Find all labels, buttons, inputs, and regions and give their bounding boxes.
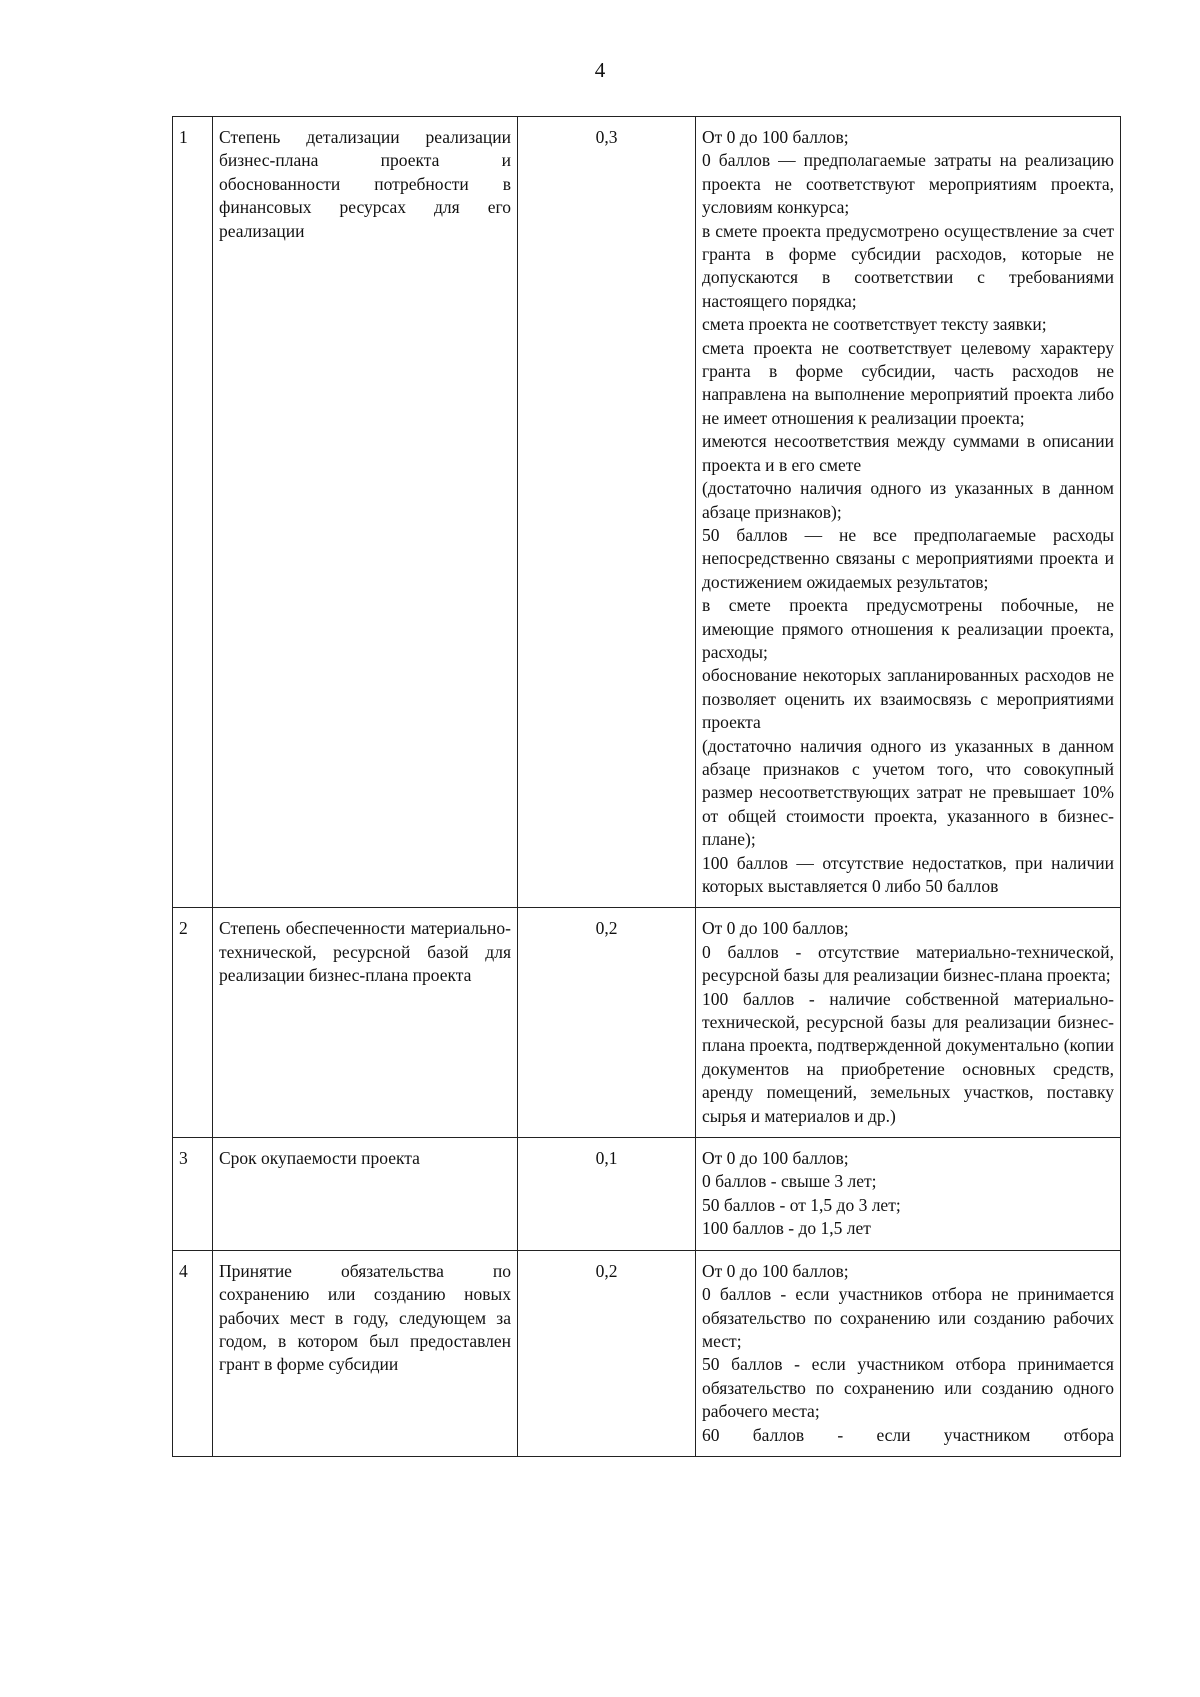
page-number: 4 [594, 58, 606, 82]
scoring-paragraph: 50 баллов - от 1,5 до 3 лет; [702, 1194, 901, 1215]
row-number: 1 [173, 117, 213, 908]
table-row [173, 908, 1121, 1138]
scoring-paragraph: 60 баллов - если участником отбора [702, 1424, 1114, 1445]
table-row [173, 1250, 1121, 1456]
criterion-weight: 0,3 [518, 117, 696, 908]
criterion-weight: 0,2 [518, 1250, 696, 1456]
scoring-paragraph: 0 баллов - если участников отбора не принимается обязательство по сохранению или созданию рабочих мест; [702, 1284, 1114, 1351]
scoring-paragraph: 50 баллов — не все предполагаемые расходы непосредственно связаны с мероприятиями проекта и достижением ожидаемых результатов; [702, 524, 1114, 592]
scoring-paragraph: имеются несоответствия между суммами в описании проекта и в его смете [702, 431, 1114, 475]
scoring-paragraph: 0 баллов - отсутствие материально-технической, ресурсной базы для реализации бизнес-плана проекта; [702, 941, 1114, 986]
criterion-weight: 0,2 [518, 908, 696, 1138]
criterion-name: Степень детализации реализации бизнес-плана проекта и обоснованности потребности в финансовых ресурсах для его реализации [213, 117, 518, 908]
scoring-paragraph: От 0 до 100 баллов; [702, 127, 849, 147]
criterion-name: Степень обеспеченности материально-технической, ресурсной базой для реализации бизнес-плана проекта [213, 908, 518, 1138]
criterion-scoring [696, 117, 1121, 908]
scoring-paragraph: (достаточно наличия одного из указанных в данном абзаце признаков с учетом того, что совокупный размер несоответствующих затрат не превышает 10% от общей стоимости проекта, указанного в бизнес-плане); [702, 735, 1114, 850]
scoring-paragraph: 0 баллов - свыше 3 лет; [702, 1171, 877, 1192]
scoring-paragraph: в смете проекта предусмотрены побочные, не имеющие прямого отношения к реализации проекта, расходы; [702, 595, 1114, 662]
table-row [173, 117, 1121, 908]
criterion-name: Принятие обязательства по сохранению или созданию новых рабочих мест в году, следующем за годом, в котором был предоставлен грант в форме субсидии [213, 1250, 518, 1456]
scoring-paragraph: смета проекта не соответствует целевому характеру гранта в форме субсидии, часть расходов не направлена на выполнение мероприятий проекта либо не имеет отношения к реализации проекта; [702, 337, 1114, 428]
scoring-paragraph: От 0 до 100 баллов; [702, 918, 849, 939]
scoring-paragraph: 50 баллов - если участником отбора принимается обязательство по сохранению или созданию одного рабочего места; [702, 1354, 1114, 1422]
scoring-paragraph: 100 баллов - до 1,5 лет [702, 1218, 871, 1239]
scoring-paragraph: От 0 до 100 баллов; [702, 1148, 849, 1169]
scoring-paragraph: 0 баллов — предполагаемые затраты на реализацию проекта не соответствуют мероприятиям проекта, условиям конкурса; [702, 150, 1114, 218]
scoring-paragraph: в смете проекта предусмотрено осуществление за счет гранта в форме субсидии расходов, которые не допускаются в соответствии с требованиями настоящего порядка; [702, 220, 1114, 311]
table-row [173, 1138, 1121, 1251]
criterion-scoring [696, 1250, 1121, 1456]
scoring-paragraph: От 0 до 100 баллов; [702, 1260, 849, 1281]
row-number: 4 [173, 1250, 213, 1456]
row-number: 3 [173, 1138, 213, 1251]
criterion-scoring [696, 1138, 1121, 1251]
row-number: 2 [173, 908, 213, 1138]
scoring-paragraph: смета проекта не соответствует тексту заявки; [702, 314, 1047, 335]
scoring-paragraph: 100 баллов — отсутствие недостатков, при наличии которых выставляется 0 либо 50 баллов [702, 852, 1114, 896]
criteria-table [172, 116, 1121, 1457]
scoring-paragraph: обоснование некоторых запланированных расходов не позволяет оценить их взаимосвязь с мероприятиями проекта [702, 665, 1114, 733]
scoring-paragraph: 100 баллов - наличие собственной материально-технической, ресурсной базы для реализации бизнес-плана проекта, подтвержденной документально (копии документов на приобретение основных средств, аренду помещений, земельных участков, поставку сырья и материалов и др.) [702, 988, 1114, 1126]
criterion-name: Срок окупаемости проекта [213, 1138, 518, 1251]
criterion-scoring [696, 908, 1121, 1138]
criterion-weight: 0,1 [518, 1138, 696, 1251]
scoring-paragraph: (достаточно наличия одного из указанных в данном абзаце признаков); [702, 478, 1114, 522]
